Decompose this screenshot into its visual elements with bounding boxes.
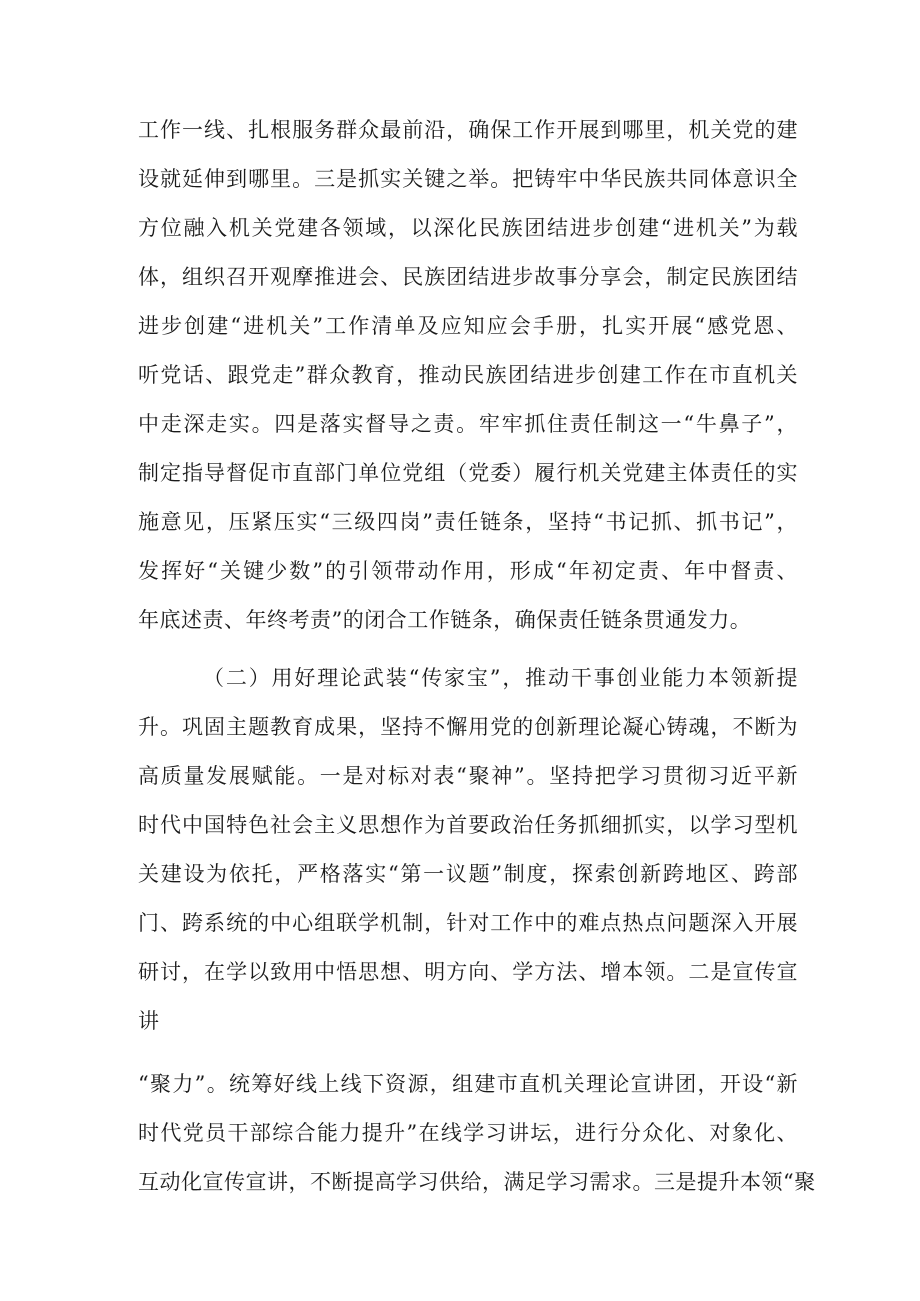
text-line: “聚力”。统筹好线上线下资源，组建市直机关理论宣讲团，开设“新 (138, 1072, 798, 1096)
text-line: （二）用好理论武装“传家宝”，推动干事创业能力本领新提 (203, 666, 798, 690)
text-line: 高质量发展赋能。一是对标对表“聚神”。坚持把学习贯彻习近平新 (138, 764, 798, 788)
text-line: 听党话、跟党走”群众教育，推动民族团结进步创建工作在市直机关 (138, 363, 798, 387)
text-line: 互动化宣传宣讲，不断提高学习供给，满足学习需求。三是提升本领“聚 (138, 1170, 816, 1194)
text-line: 升。巩固主题教育成果，坚持不懈用党的创新理论凝心铸魂，不断为 (138, 715, 798, 739)
text-line: 制定指导督促市直部门单位党组（党委）履行机关党建主体责任的实 (138, 461, 798, 485)
text-line: 施意见，压紧压实“三级四岗”责任链条，坚持“书记抓、抓书记”， (138, 510, 798, 534)
text-line: 时代党员干部综合能力提升”在线学习讲坛，进行分众化、对象化、 (138, 1121, 798, 1145)
text-line: 中走深走实。四是落实督导之责。牢牢抓住责任制这一“牛鼻子”， (138, 412, 798, 436)
text-line: 设就延伸到哪里。三是抓实关键之举。把铸牢中华民族共同体意识全 (138, 167, 798, 191)
text-line: 体，组织召开观摩推进会、民族团结进步故事分享会，制定民族团结 (138, 265, 798, 289)
text-line: 讲 (138, 1009, 160, 1033)
text-line: 发挥好“关键少数”的引领带动作用，形成“年初定责、年中督责、 (138, 559, 798, 583)
text-line: 进步创建“进机关”工作清单及应知应会手册，扎实开展“感党恩、 (138, 314, 798, 338)
text-line: 年底述责、年终考责”的闭合工作链条，确保责任链条贯通发力。 (138, 608, 752, 632)
text-line: 门、跨系统的中心组联学机制，针对工作中的难点热点问题深入开展 (138, 911, 798, 935)
text-line: 关建设为依托，严格落实“第一议题”制度，探索创新跨地区、跨部 (138, 862, 798, 886)
text-line: 研讨，在学以致用中悟思想、明方向、学方法、增本领。二是宣传宣 (138, 960, 798, 984)
text-line: 工作一线、扎根服务群众最前沿，确保工作开展到哪里，机关党的建 (138, 118, 798, 142)
text-line: 方位融入机关党建各领域，以深化民族团结进步创建“进机关”为载 (138, 216, 798, 240)
text-line: 时代中国特色社会主义思想作为首要政治任务抓细抓实，以学习型机 (138, 813, 798, 837)
